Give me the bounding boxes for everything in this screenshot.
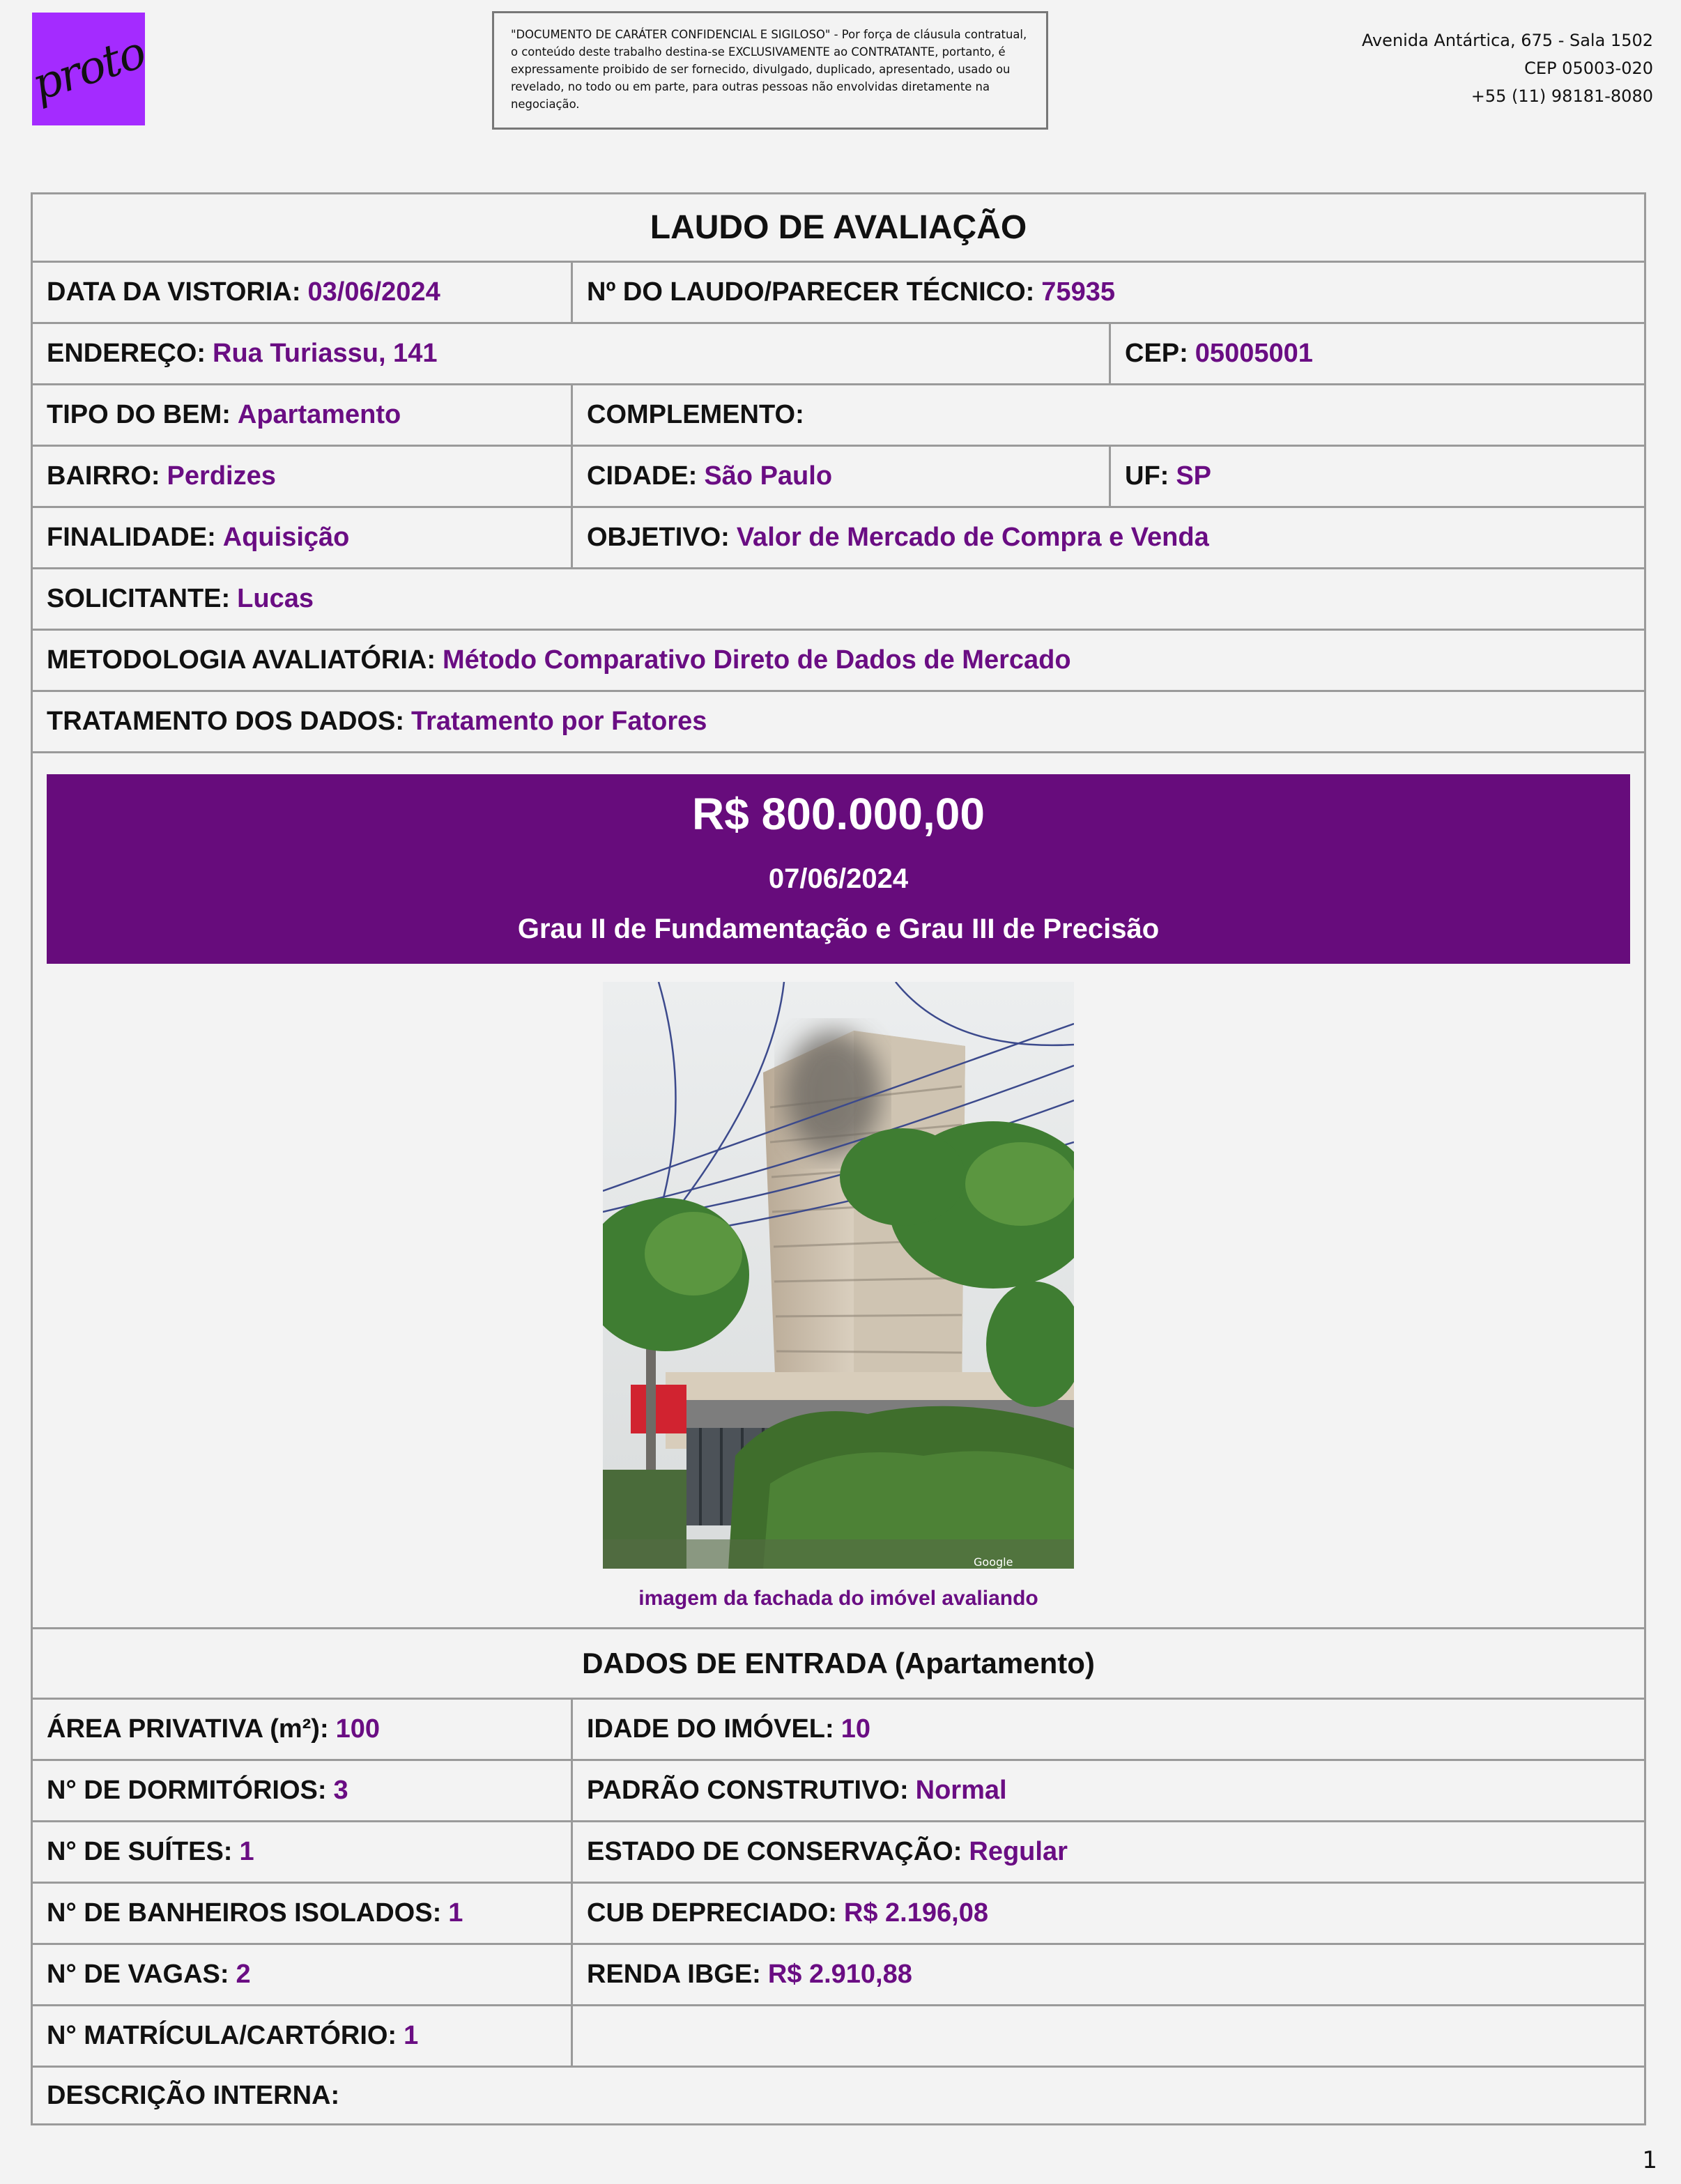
row-metodologia: [33, 631, 1644, 692]
inputs-title-row: [33, 1627, 1644, 1700]
row-matricula: [33, 2006, 1644, 2068]
field-endereco: [33, 324, 1109, 383]
row-descricao: [33, 2068, 1644, 2123]
label-descricao: DESCRIÇÃO INTERNA:: [47, 2080, 340, 2110]
valuation-banner: [47, 774, 1630, 964]
label-dormitorios: N° DE DORMITÓRIOS:: [47, 1776, 327, 1805]
value-suites: 1: [239, 1837, 254, 1866]
field-tipo-bem: [33, 385, 571, 445]
value-cidade: São Paulo: [704, 461, 833, 491]
label-suites: N° DE SUÍTES:: [47, 1837, 233, 1866]
company-phone: +55 (11) 98181-8080: [1471, 86, 1653, 106]
row-tipo-bem: [33, 385, 1644, 447]
row-suites: [33, 1822, 1644, 1884]
value-endereco: Rua Turiassu, 141: [213, 339, 438, 368]
report-title-row: [33, 194, 1644, 263]
value-uf: SP: [1176, 461, 1212, 491]
label-tratamento: TRATAMENTO DOS DADOS:: [47, 707, 404, 736]
value-metodologia: Método Comparativo Direto de Dados de Mercado: [443, 645, 1071, 675]
report-title: LAUDO DE AVALIAÇÃO: [650, 209, 1027, 246]
row-dormitorios: [33, 1761, 1644, 1822]
value-cub: R$ 2.196,08: [843, 1898, 988, 1928]
value-vagas: 2: [236, 1960, 251, 1989]
label-bairro: BAIRRO:: [47, 461, 160, 491]
label-solicitante: SOLICITANTE:: [47, 584, 231, 613]
field-vagas: [33, 1945, 571, 2004]
field-metodologia: [33, 631, 1644, 690]
company-cep: CEP 05003-020: [1524, 59, 1653, 78]
company-logo: [26, 13, 151, 125]
label-metodologia: METODOLOGIA AVALIATÓRIA:: [47, 645, 436, 675]
confidentiality-notice: "DOCUMENTO DE CARÁTER CONFIDENCIAL E SIGILOSO" - Por força de cláusula contratual, o conteúdo deste trabalho destina-se EXCLUSIVAMENTE ao CONTRATANTE, portanto, é expressamente proibido de ser fornecido, divulgado, duplicado, apresentado, usado ou revelado, no todo ou em parte, para outras pessoas não envolvidas diretamente na negociação.: [492, 11, 1048, 130]
valuation-price: R$ 800.000,00: [692, 789, 985, 839]
company-address: Avenida Antártica, 675 - Sala 1502: [1361, 31, 1653, 50]
label-area: ÁREA PRIVATIVA (m²):: [47, 1714, 329, 1744]
label-uf: UF:: [1125, 461, 1169, 491]
value-matricula: 1: [404, 2021, 419, 2050]
company-contact: [1362, 26, 1653, 110]
value-objetivo: Valor de Mercado de Compra e Venda: [736, 523, 1209, 552]
label-finalidade: FINALIDADE:: [47, 523, 216, 552]
field-matricula: [33, 2006, 571, 2066]
label-data-vistoria: DATA DA VISTORIA:: [47, 277, 301, 307]
value-data-vistoria: 03/06/2024: [307, 277, 440, 307]
field-objetivo: [571, 508, 1644, 567]
field-dormitorios: [33, 1761, 571, 1820]
page-number: 1: [1642, 2146, 1657, 2174]
google-watermark: Google: [974, 1555, 1013, 1569]
value-idade: 10: [840, 1714, 870, 1744]
field-finalidade: [33, 508, 571, 567]
row-tratamento: [33, 692, 1644, 753]
field-complemento: [571, 385, 1644, 445]
value-dormitorios: 3: [333, 1776, 348, 1805]
value-numero-laudo: 75935: [1041, 277, 1115, 307]
field-data-vistoria: [33, 263, 571, 322]
label-endereco: ENDEREÇO:: [47, 339, 206, 368]
field-estado: [571, 1822, 1644, 1882]
label-idade: IDADE DO IMÓVEL:: [587, 1714, 834, 1744]
field-descricao: [33, 2068, 1644, 2123]
label-renda: RENDA IBGE:: [587, 1960, 761, 1989]
value-renda: R$ 2.910,88: [767, 1960, 912, 1989]
value-cep: 05005001: [1195, 339, 1313, 368]
row-vistoria: [33, 263, 1644, 324]
value-tratamento: Tratamento por Fatores: [410, 707, 707, 736]
field-numero-laudo: [571, 263, 1644, 322]
inputs-title: DADOS DE ENTRADA (Apartamento): [582, 1647, 1095, 1679]
field-bairro: [33, 447, 571, 506]
field-idade: [571, 1700, 1644, 1759]
row-solicitante: [33, 569, 1644, 631]
valuation-grade: Grau II de Fundamentação e Grau III de Precisão: [517, 914, 1160, 944]
value-solicitante: Lucas: [237, 584, 314, 613]
field-banheiros: [33, 1884, 571, 1943]
label-complemento: COMPLEMENTO:: [587, 400, 804, 429]
facade-photo: [603, 982, 1074, 1569]
field-cep: [1109, 324, 1644, 383]
row-vagas: [33, 1945, 1644, 2006]
label-tipo-bem: TIPO DO BEM:: [47, 400, 231, 429]
field-empty: [571, 2006, 1644, 2066]
row-area: [33, 1700, 1644, 1761]
value-banheiros: 1: [448, 1898, 463, 1928]
photo-caption: imagem da fachada do imóvel avaliando: [638, 1587, 1038, 1610]
value-bairro: Perdizes: [167, 461, 276, 491]
logo-text: proto: [26, 26, 151, 111]
field-solicitante: [33, 569, 1644, 629]
field-uf: [1109, 447, 1644, 506]
label-objetivo: OBJETIVO:: [587, 523, 730, 552]
facade-illustration: [603, 982, 1074, 1569]
label-banheiros: N° DE BANHEIROS ISOLADOS:: [47, 1898, 442, 1928]
valuation-date: 07/06/2024: [768, 863, 909, 894]
field-padrao: [571, 1761, 1644, 1820]
label-cidade: CIDADE:: [587, 461, 698, 491]
value-estado: Regular: [969, 1837, 1068, 1866]
label-estado: ESTADO DE CONSERVAÇÃO:: [587, 1837, 962, 1866]
field-cub: [571, 1884, 1644, 1943]
value-area: 100: [335, 1714, 381, 1744]
label-cep: CEP:: [1125, 339, 1188, 368]
row-endereco: [33, 324, 1644, 385]
row-finalidade: [33, 508, 1644, 569]
value-tipo-bem: Apartamento: [237, 400, 401, 429]
field-cidade: [571, 447, 1109, 506]
row-banheiros: [33, 1884, 1644, 1945]
label-cub: CUB DEPRECIADO:: [587, 1898, 837, 1928]
field-tratamento: [33, 692, 1644, 751]
report-frame: [31, 192, 1646, 2125]
field-renda: [571, 1945, 1644, 2004]
label-matricula: N° MATRÍCULA/CARTÓRIO:: [47, 2021, 397, 2050]
row-bairro: [33, 447, 1644, 508]
field-suites: [33, 1822, 571, 1882]
field-area: [33, 1700, 571, 1759]
label-vagas: N° DE VAGAS:: [47, 1960, 229, 1989]
label-numero-laudo: Nº DO LAUDO/PARECER TÉCNICO:: [587, 277, 1035, 307]
value-padrao: Normal: [915, 1776, 1007, 1805]
label-padrao: PADRÃO CONSTRUTIVO:: [587, 1776, 909, 1805]
value-finalidade: Aquisição: [222, 523, 350, 552]
